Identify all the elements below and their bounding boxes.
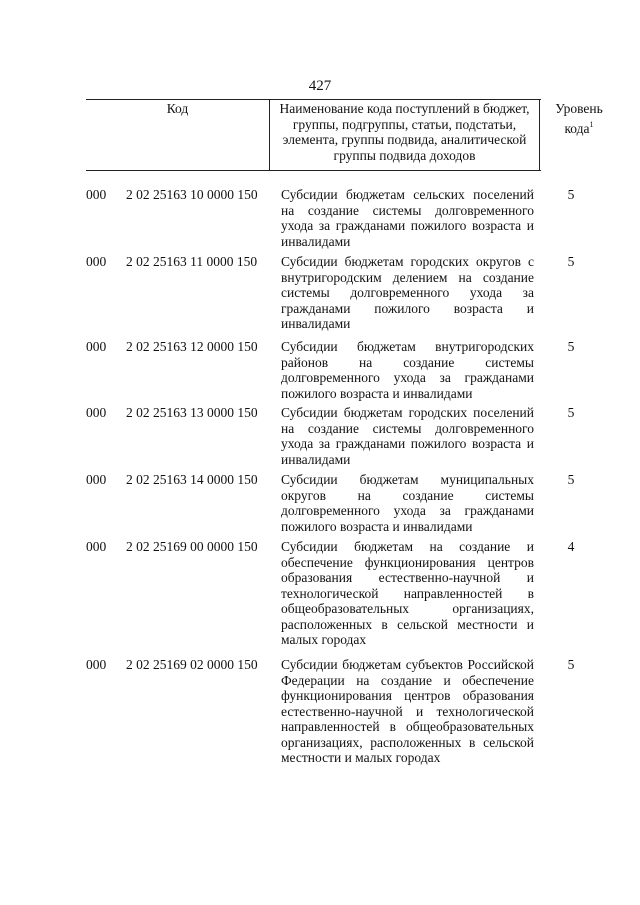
page-number: 427 [308, 78, 332, 94]
row-code: 2 02 25163 12 0000 150 [126, 339, 258, 354]
row-prefix: 000 [86, 405, 107, 420]
row-prefix: 000 [86, 472, 107, 487]
header-name: Наименование кода поступлений в бюджет, группы, подгруппы, статьи, подстатьи, элемента, группы подвида, аналитической группы подвида доходов [279, 101, 530, 163]
row-name: Субсидии бюджетам городских округов с внутригородским делением на создание системы долговременного ухода за гражданами пожилого возраста и инвалидами [281, 254, 534, 331]
header-level-footnote: 1 [589, 119, 594, 129]
row-name: Субсидии бюджетам муниципальных округов на создание системы долговременного ухода за гражданами пожилого возраста и инвалидами [281, 472, 534, 534]
row-prefix: 000 [86, 339, 107, 354]
row-prefix: 000 [86, 254, 107, 269]
row-code: 2 02 25163 10 0000 150 [126, 187, 258, 202]
header-name-cell [269, 100, 540, 170]
row-name: Субсидии бюджетам субъектов Российской Федерации на создание и обеспечение функционирования центров образования естественно-научной и технологической направленностей в общеобразовательных организациях, расположенных в сельской местности и малых городах [281, 657, 534, 765]
row-prefix: 000 [86, 539, 107, 554]
row-level: 5 [567, 657, 575, 672]
header-level-cell [544, 101, 614, 136]
header-level: Уровень кода [555, 101, 603, 136]
row-level: 5 [567, 339, 575, 354]
header-code-cell [86, 100, 269, 170]
table-header [86, 99, 603, 171]
row-name: Субсидии бюджетам городских поселений на создание системы долговременного ухода за гражданами пожилого возраста и инвалидами [281, 405, 534, 467]
row-level: 5 [567, 187, 575, 202]
row-code: 2 02 25163 11 0000 150 [126, 254, 258, 269]
row-code: 2 02 25163 13 0000 150 [126, 405, 258, 420]
row-name: Субсидии бюджетам внутригородских районов на создание системы долговременного ухода за гражданами пожилого возраста и инвалидами [281, 339, 534, 401]
row-code: 2 02 25169 00 0000 150 [126, 539, 258, 554]
row-level: 4 [567, 539, 575, 554]
row-code: 2 02 25169 02 0000 150 [126, 657, 258, 672]
row-code: 2 02 25163 14 0000 150 [126, 472, 258, 487]
row-prefix: 000 [86, 657, 107, 672]
row-level: 5 [567, 472, 575, 487]
header-code: Код [166, 101, 189, 116]
row-level: 5 [567, 254, 575, 269]
row-level: 5 [567, 405, 575, 420]
row-name: Субсидии бюджетам на создание и обеспечение функционирования центров образования естественно-научной и технологической направленностей в общеобразовательных организациях, расположенных в сельской местности и малых городах [281, 539, 534, 647]
row-name: Субсидии бюджетам сельских поселений на создание системы долговременного ухода за гражданами пожилого возраста и инвалидами [281, 187, 534, 249]
row-prefix: 000 [86, 187, 107, 202]
